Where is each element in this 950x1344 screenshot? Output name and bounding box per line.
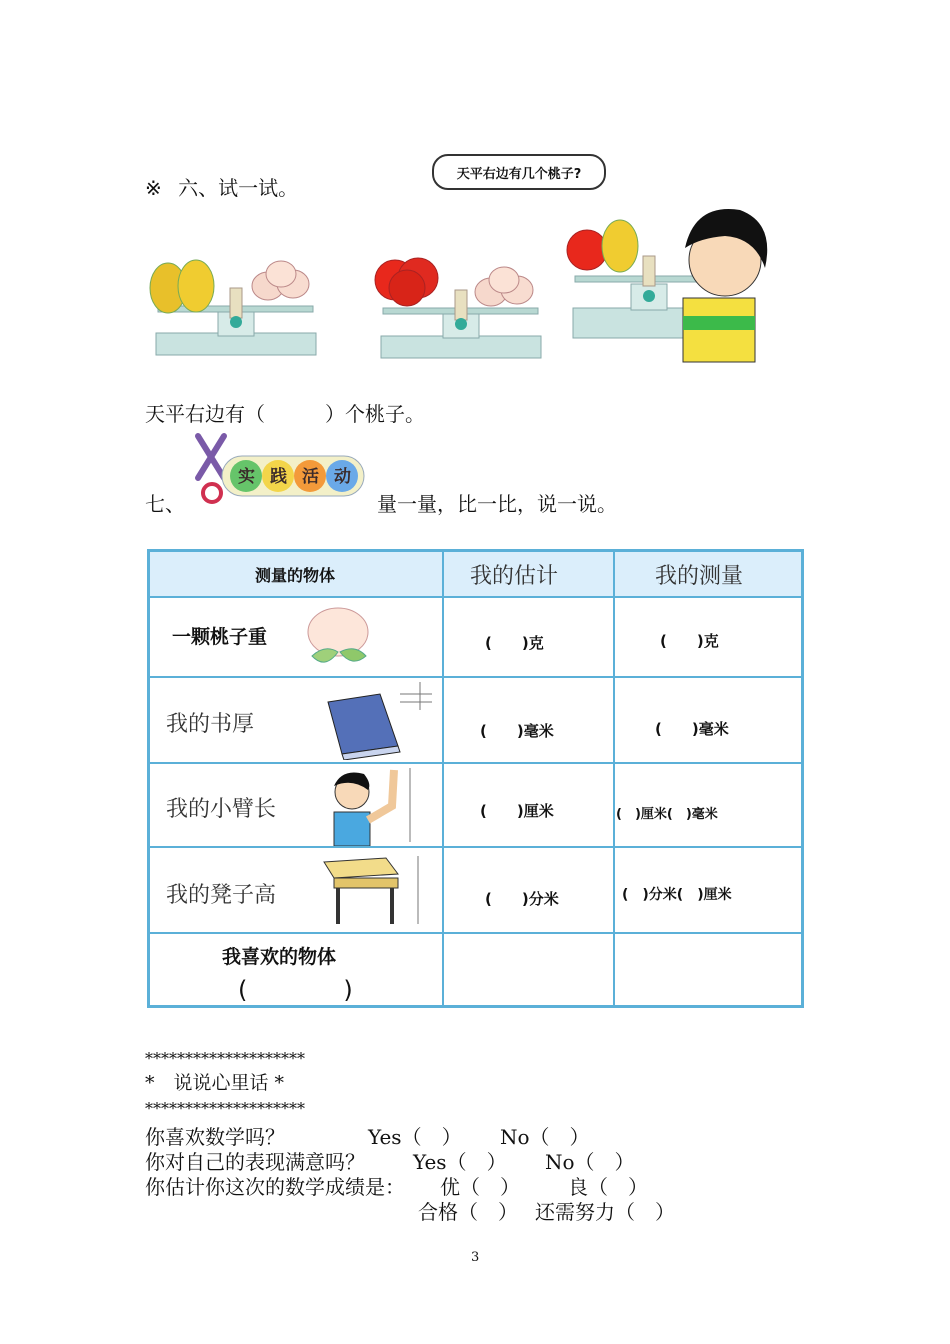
row-item-book: 我的书厚 [166,712,255,737]
grade-needs-effort-option[interactable]: 还需努力（ ） [535,1200,675,1224]
badge-char-1: 实 [238,467,255,487]
measure-peach: ( )克 [660,632,719,650]
badge-char-3: 活 [302,467,319,487]
favorite-item-blank: ( ) [238,976,353,1004]
q1-no-option[interactable]: No（ ） [500,1125,590,1149]
grade-pass-option[interactable]: 合格（ ） [418,1200,518,1224]
stars-top: ******************** [145,1049,305,1068]
estimate-favorite-cell[interactable] [445,935,611,1003]
q2-yes-option[interactable]: Yes（ ） [413,1150,507,1174]
book-icon [320,680,438,760]
header-estimate: 我的估计 [470,564,559,589]
section-six-title: 六、试一试。 [178,176,299,200]
section-six-heading [145,172,298,201]
header-object: 测量的物体 [255,566,336,585]
talk-heading: * 说说心里话 * [145,1072,285,1094]
balance-scale-pears-peaches [148,238,323,360]
row-item-peach: 一颗桃子重 [172,626,268,648]
measurement-table [147,549,804,1008]
section-seven-number: 七、 [145,492,185,516]
question-grade-estimate: 你估计你这次的数学成绩是： [145,1175,405,1199]
q1-yes-option[interactable]: Yes（ ） [368,1125,462,1149]
reference-mark: ※ [145,176,162,200]
question-like-math: 你喜欢数学吗？ [145,1125,285,1149]
boy-arm-icon [322,764,437,846]
badge-char-2: 践 [270,467,287,487]
header-measure: 我的测量 [655,564,744,589]
measure-forearm: ( )厘米( )毫米 [616,807,718,822]
row-item-forearm: 我的小臂长 [166,797,277,822]
badge-char-4: 动 [334,467,351,487]
grade-good-option[interactable]: 良（ ） [568,1175,648,1199]
speech-bubble: 天平右边有几个桃子? [432,154,606,190]
estimate-stool: ( )分米 [485,890,559,908]
section-six-question: 天平右边有（ ）个桃子。 [145,402,425,426]
row-item-favorite: 我喜欢的物体 [222,946,337,968]
row-item-stool: 我的凳子高 [166,883,277,908]
stool-icon [320,850,438,930]
measure-book: ( )毫米 [655,720,729,738]
estimate-forearm: ( )厘米 [480,802,554,820]
balance-scale-apples-peaches [373,248,545,363]
section-seven-instruction: 量一量，比一比，说一说。 [377,492,617,516]
stars-bottom: ******************** [145,1099,305,1118]
estimate-peach: ( )克 [485,634,544,652]
q2-no-option[interactable]: No（ ） [545,1150,635,1174]
talk-section [145,1046,305,1121]
page-number: 3 [471,1250,480,1265]
grade-excellent-option[interactable]: 优（ ） [440,1175,520,1199]
estimate-book: ( )毫米 [480,722,554,740]
peach-icon [300,604,375,674]
question-satisfied: 你对自己的表现满意吗？ [145,1150,365,1174]
balance-scale-boy-thinking [565,198,775,363]
measure-stool: ( )分米( )厘米 [622,887,732,903]
measure-favorite-cell[interactable] [616,935,801,1003]
